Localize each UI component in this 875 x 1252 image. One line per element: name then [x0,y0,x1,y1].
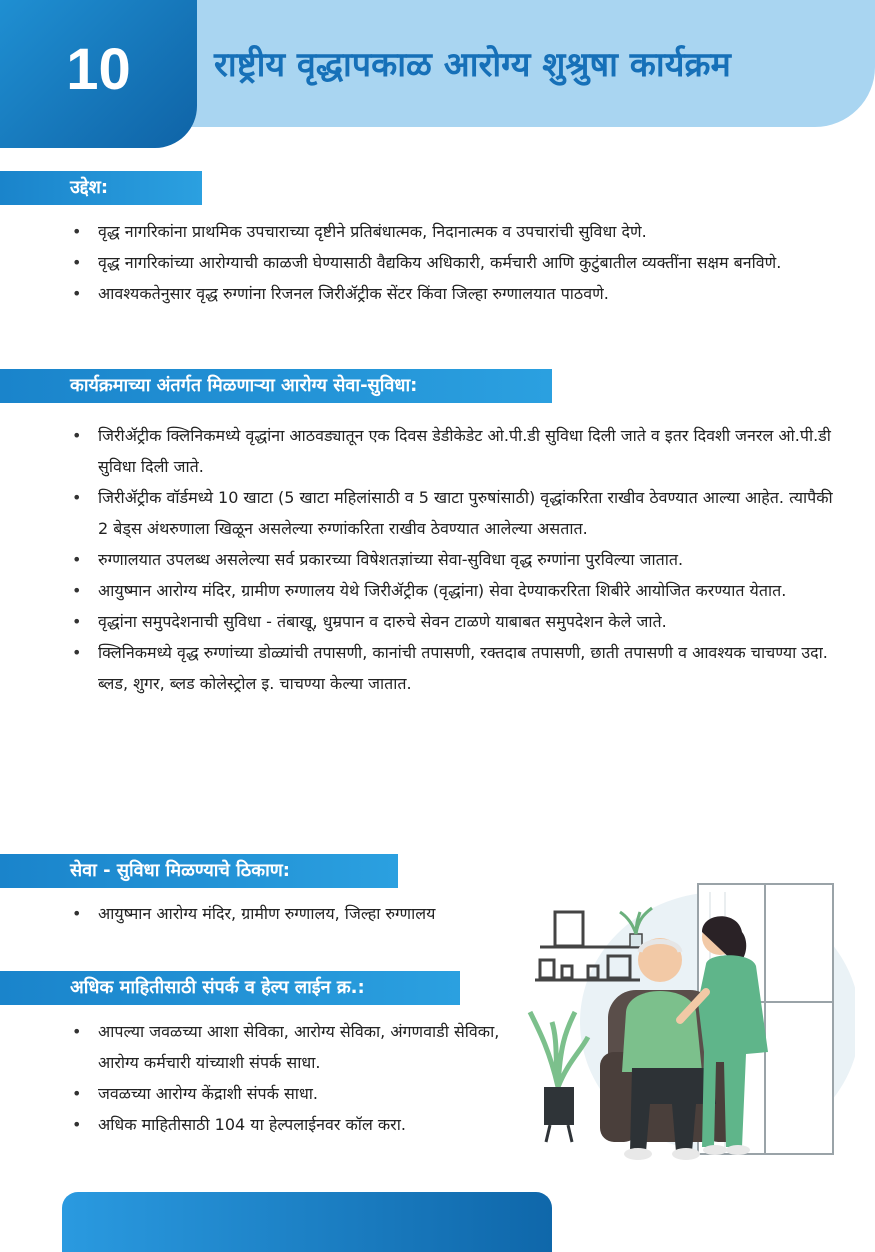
section-heading-location: सेवा - सुविधा मिळण्याचे ठिकाण: [0,854,398,888]
plant-pot [544,1087,574,1125]
section-heading-services: कार्यक्रमाच्या अंतर्गत मिळणाऱ्या आरोग्य सेवा-सुविधा: [0,369,552,403]
nurse-with-elderly-patient-illustration [520,872,855,1172]
picture-frame [555,912,583,946]
small-pot [630,934,642,947]
list-item: • आयुष्मान आरोग्य मंदिर, ग्रामीण रुग्णालय, जिल्हा रुग्णालय [66,898,536,929]
list-item: • आपल्या जवळच्या आशा सेविका, आरोग्य सेविका, अंगणवाडी सेविका, आरोग्य कर्मचारी यांच्याशी संपर्क साधा. [66,1016,526,1078]
page-title: राष्ट्रीय वृद्धापकाळ आरोग्य शुश्रुषा कार्यक्रम [214,45,731,85]
location-list [66,898,536,929]
list-item: • जिरीॲट्रीक क्लिनिकमध्ये वृद्धांना आठवड्यातून एक दिवस डेडीकेडेट ओ.पी.डी सुविधा दिली जाते व इतर दिवशी जनरल ओ.पी.डी सुविधा दिली जाते. [66,420,836,482]
list-item: • जिरीॲट्रीक वॉर्डमध्ये 10 खाटा (5 खाटा महिलांसाठी व 5 खाटा पुरुषांसाठी) वृद्धांकरिता राखीव ठेवण्यात आल्या आहेत. त्यापैकी 2 बेड्स अंथरुणाला खिळून असलेल्या रुग्णांकरिता राखीव ठेवण्यात आलेल्या असतात. [66,482,836,544]
list-item: • अधिक माहितीसाठी 104 या हेल्पलाईनवर कॉल करा. [66,1109,526,1140]
elderly-man-shirt [622,991,702,1072]
chapter-number-block [0,0,197,148]
list-item: • आयुष्मान आरोग्य मंदिर, ग्रामीण रुग्णालय येथे जिरीॲट्रीक (वृद्धांना) सेवा देण्याकररिता शिबीरे आयोजित करण्यात येतात. [66,575,836,606]
footer-bar [62,1192,552,1252]
list-item: • वृद्ध नागरिकांना प्राथमिक उपचाराच्या दृष्टीने प्रतिबंधात्मक, निदानात्मक व उपचारांची सुविधा देणे. [66,216,826,247]
list-item: • आवश्यकतेनुसार वृद्ध रुग्णांना रिजनल जिरीॲट्रीक सेंटर किंवा जिल्हा रुग्णालयात पाठवणे. [66,278,826,309]
plant-leaves [530,1012,588,1087]
objective-list [66,216,826,309]
list-item: • वृद्धांना समुपदेशनाची सुविधा - तंबाखू, धुम्रपान व दारुचे सेवन टाळणे याबाबत समुपदेशन केले जाते. [66,606,836,637]
services-list [66,420,836,699]
list-item: • क्लिनिकमध्ये वृद्ध रुग्णांच्या डोळ्यांची तपासणी, कानांची तपासणी, रक्तदाब तपासणी, छाती तपासणी व आवश्यक चाचण्या उदा. ब्लड, शुगर, ब्लड कोलेस्ट्रोल इ. चाचण्या केल्या जातात. [66,637,836,699]
contact-list [66,1016,526,1140]
section-heading-objective: उद्देश: [0,171,202,205]
list-item: • रुग्णालयात उपलब्ध असलेल्या सर्व प्रकारच्या विषेशतज्ञांच्या सेवा-सुविधा वृद्ध रुग्णांना पुरविल्या जातात. [66,544,836,575]
chapter-number: 10 [66,37,131,102]
list-item: • वृद्ध नागरिकांच्या आरोग्याची काळजी घेण्यासाठी वैद्यकिय अधिकारी, कर्मचारी आणि कुटुंबातील व्यक्तींना सक्षम बनविणे. [66,247,826,278]
list-item: • जवळच्या आरोग्य केंद्राशी संपर्क साधा. [66,1078,526,1109]
section-heading-contact: अधिक माहितीसाठी संपर्क व हेल्प लाईन क्र.: [0,971,460,1005]
